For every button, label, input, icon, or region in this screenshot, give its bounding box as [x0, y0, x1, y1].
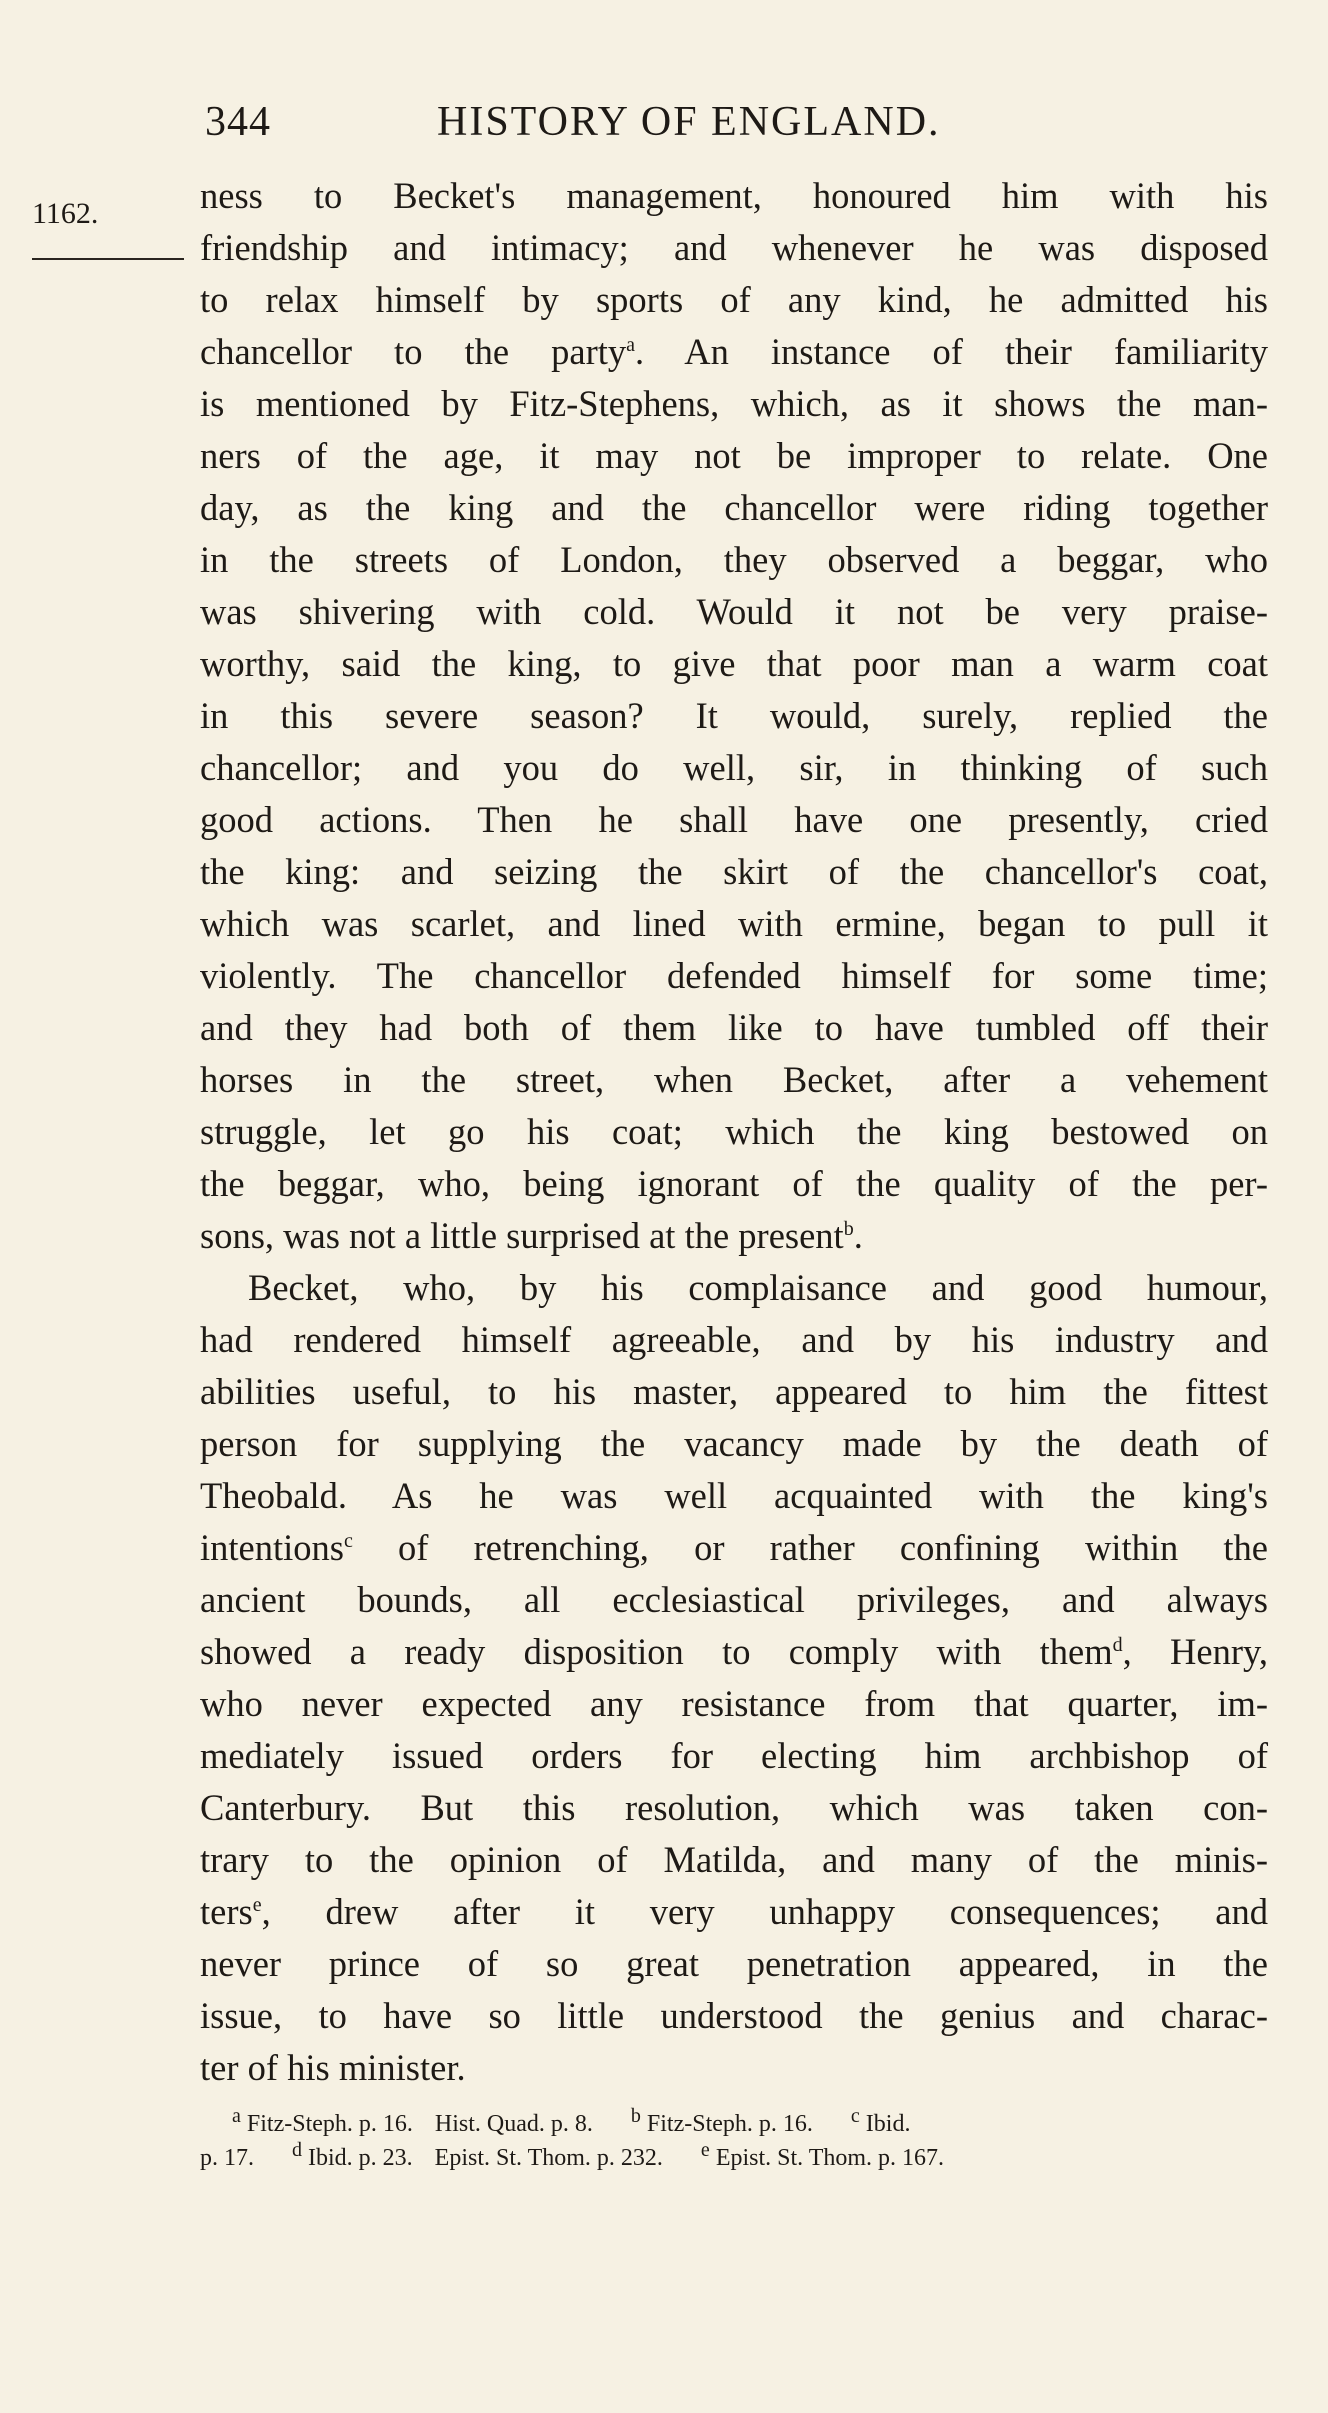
text-line — [200, 1522, 1268, 1574]
text-line: is mentioned by Fitz-Stephens, which, as it shows the man- — [200, 383, 1268, 424]
footnote-e: Epist. St. Thom. p. 167. — [715, 2145, 945, 2171]
text-line: was shivering with cold. Would it not be very praise- — [200, 591, 1268, 632]
footnote-ref-b: b — [843, 1217, 854, 1240]
footnote-line — [200, 2141, 1268, 2175]
text-line: and they had both of them like to have tumbled off their — [200, 1007, 1268, 1048]
text-line: horses in the street, when Becket, after a vehement — [200, 1059, 1268, 1100]
footnote-a-cont: Hist. Quad. p. 8. — [434, 2111, 593, 2137]
text-line: issue, to have so little understood the genius and charac- — [200, 1995, 1268, 2036]
text-line: ter of his minister. — [200, 2047, 466, 2088]
text-line: Theobald. As he was well acquainted with the king's — [200, 1475, 1268, 1516]
text-fragment: showed a ready disposition to comply with them — [200, 1631, 1113, 1672]
footnote-mark-c: c — [850, 2105, 860, 2127]
text-line: person for supplying the vacancy made by the death of — [200, 1423, 1268, 1464]
text-fragment: , Henry, — [1122, 1631, 1268, 1672]
text-fragment: ters — [200, 1891, 253, 1932]
text-fragment: . An instance of their familiarity — [635, 331, 1269, 372]
text-line: day, as the king and the chancellor were riding together — [200, 487, 1268, 528]
text-line: chancellor; and you do well, sir, in thinking of such — [200, 747, 1268, 788]
text-line: Canterbury. But this resolution, which was taken con- — [200, 1787, 1268, 1828]
footnote-d-cont: Epist. St. Thom. p. 232. — [434, 2145, 663, 2171]
footnote-b: Fitz-Steph. p. 16. — [646, 2111, 813, 2137]
text-line: had rendered himself agreeable, and by his industry and — [200, 1319, 1268, 1360]
text-line: good actions. Then he shall have one presently, cried — [200, 799, 1268, 840]
text-line: which was scarlet, and lined with ermine, began to pull it — [200, 903, 1268, 944]
text-line: in this severe season? It would, surely, replied the — [200, 695, 1268, 736]
text-line: never prince of so great penetration appeared, in the — [200, 1943, 1268, 1984]
footnotes — [200, 2107, 1268, 2175]
text-line: ners of the age, it may not be improper to relate. One — [200, 435, 1268, 476]
footnote-mark-a: a — [232, 2105, 241, 2127]
text-fragment: sons, was not a little surprised at the present — [200, 1215, 844, 1256]
footnote-ref-d: d — [1112, 1633, 1123, 1656]
text-line: Becket, who, by his complaisance and good humour, — [248, 1267, 1268, 1308]
text-line: to relax himself by sports of any kind, he admitted his — [200, 279, 1268, 320]
text-line: struggle, let go his coat; which the king bestowed on — [200, 1111, 1268, 1152]
paragraph-1 — [200, 170, 1268, 1262]
body-text — [200, 170, 1268, 2094]
text-line: who never expected any resistance from that quarter, im- — [200, 1683, 1268, 1724]
footnote-ref-c: c — [343, 1529, 353, 1552]
text-line — [200, 326, 1268, 378]
text-line: violently. The chancellor defended himself for some time; — [200, 955, 1268, 996]
margin-rule — [32, 258, 184, 260]
text-line: the beggar, who, being ignorant of the quality of the per- — [200, 1163, 1268, 1204]
text-line: abilities useful, to his master, appeared to him the fittest — [200, 1371, 1268, 1412]
footnote-ref-e: e — [252, 1893, 262, 1916]
footnote-ref-a: a — [626, 333, 636, 356]
text-line: ness to Becket's management, honoured him with his — [200, 175, 1268, 216]
footnote-mark-e: e — [700, 2139, 710, 2161]
text-fragment: chancellor to the party — [200, 331, 627, 372]
text-line — [200, 1626, 1268, 1678]
footnote-mark-d: d — [292, 2139, 302, 2161]
text-line: the king: and seizing the skirt of the chancellor's coat, — [200, 851, 1268, 892]
footnote-c: Ibid. — [865, 2111, 911, 2137]
margin-year-note: 1162. — [32, 197, 99, 230]
footnote-line — [200, 2107, 1268, 2141]
text-fragment: . — [853, 1215, 863, 1256]
text-line: worthy, said the king, to give that poor man a warm coat — [200, 643, 1268, 684]
text-fragment: of retrenching, or rather confining within the — [352, 1527, 1268, 1568]
running-title: HISTORY OF ENGLAND. — [437, 99, 941, 145]
footnote-c-cont: p. 17. — [200, 2145, 254, 2171]
text-fragment: intentions — [200, 1527, 344, 1568]
text-line: trary to the opinion of Matilda, and many of the minis- — [200, 1839, 1268, 1880]
text-line: ancient bounds, all ecclesiastical privileges, and always — [200, 1579, 1268, 1620]
text-line — [200, 1210, 1268, 1262]
text-line: friendship and intimacy; and whenever he was disposed — [200, 227, 1268, 268]
text-line: mediately issued orders for electing him archbishop of — [200, 1735, 1268, 1776]
text-line: in the streets of London, they observed a beggar, who — [200, 539, 1268, 580]
footnote-a: Fitz-Steph. p. 16. — [246, 2111, 413, 2137]
paragraph-2 — [200, 1262, 1268, 2094]
footnote-d: Ibid. p. 23. — [308, 2145, 413, 2171]
footnote-mark-b: b — [630, 2105, 641, 2127]
text-line — [200, 1886, 1268, 1938]
text-fragment: , drew after it very unhappy consequences; and — [261, 1891, 1268, 1932]
page-number: 344 — [205, 99, 271, 145]
